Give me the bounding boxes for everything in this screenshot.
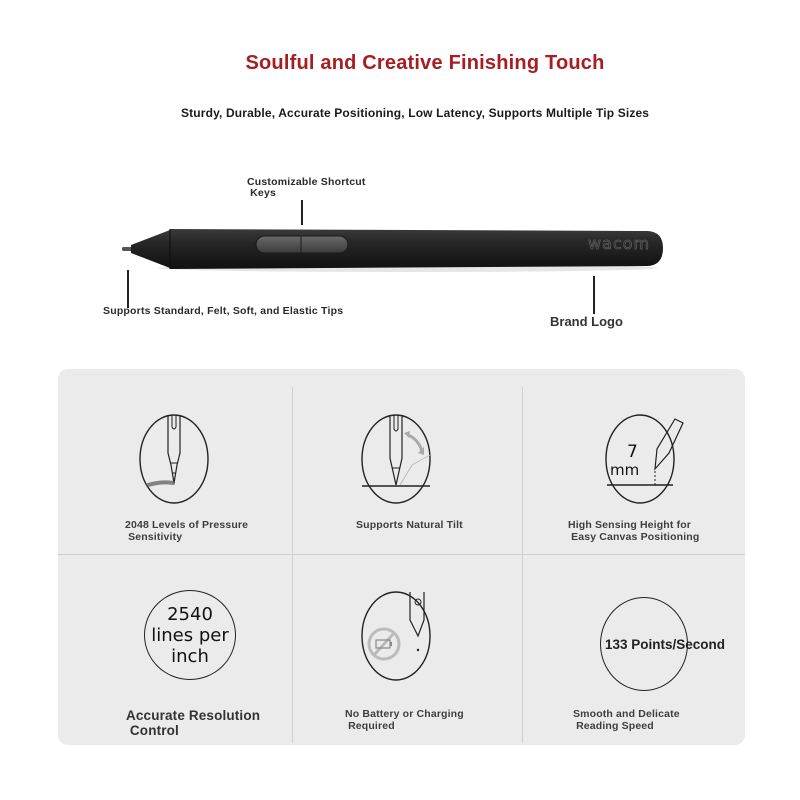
tips-callout: Supports Standard, Felt, Soft, and Elastic Tips — [103, 305, 344, 317]
svg-text:7: 7 — [627, 442, 638, 462]
hover-height-icon — [593, 413, 687, 505]
no-battery-icon — [358, 590, 434, 682]
resolution-icon — [144, 590, 236, 680]
caption-line: Supports Natural Tilt — [356, 519, 463, 531]
icon-text: lines per — [151, 624, 229, 646]
caption-line: Sensitivity — [125, 530, 183, 543]
page-title: Soulful and Creative Finishing Touch — [245, 52, 605, 74]
pressure-pen-icon — [138, 413, 210, 505]
caption-line: Accurate Resolution — [126, 708, 261, 723]
shortcut-keys-callout — [247, 177, 366, 199]
shortcut-leader-line — [301, 200, 303, 225]
caption-line: Easy Canvas Positioning — [568, 530, 700, 543]
caption-line: Control — [126, 722, 179, 738]
callout-line: Keys — [247, 187, 277, 199]
divider — [292, 387, 293, 743]
divider — [58, 554, 745, 555]
caption-line: Smooth and Delicate — [573, 708, 680, 720]
tips-leader-line — [127, 270, 129, 308]
caption-line: Reading Speed — [573, 719, 654, 732]
brand-leader-line — [593, 276, 595, 314]
feature-caption — [573, 709, 680, 732]
icon-text: inch — [171, 645, 209, 667]
caption-line: Required — [345, 719, 395, 732]
page-subtitle: Sturdy, Durable, Accurate Positioning, Low Latency, Supports Multiple Tip Sizes — [181, 106, 650, 120]
feature-caption — [568, 520, 699, 543]
svg-text:mm: mm — [610, 461, 640, 479]
report-rate-text: 133 Points/Second — [605, 637, 726, 652]
svg-text:wacom: wacom — [588, 234, 651, 253]
icon-text: 2540 — [167, 603, 213, 625]
feature-caption — [126, 709, 260, 738]
brand-logo-callout: Brand Logo — [550, 314, 623, 329]
caption-line: High Sensing Height for — [568, 519, 692, 531]
feature-caption — [356, 520, 463, 532]
caption-line: 2048 Levels of Pressure — [125, 519, 249, 531]
tilt-pen-icon — [360, 413, 432, 505]
feature-caption — [345, 709, 464, 732]
divider — [522, 387, 523, 743]
caption-line: No Battery or Charging — [345, 708, 464, 720]
feature-caption — [125, 520, 248, 543]
stylus-pen-image — [118, 224, 668, 274]
callout-line: Customizable Shortcut — [247, 176, 366, 188]
